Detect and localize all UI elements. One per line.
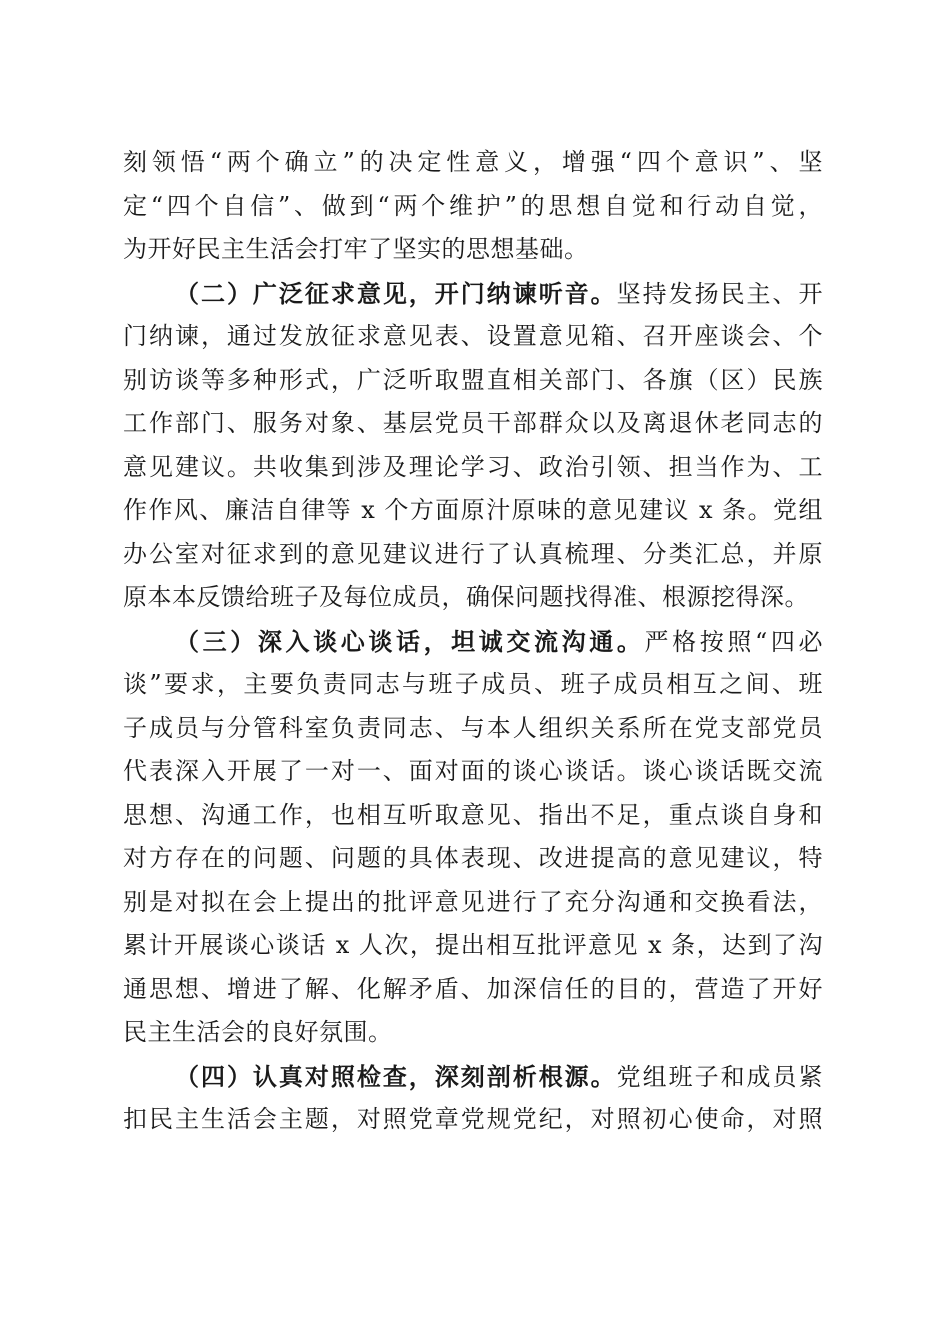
paragraph-first-line — [123, 1055, 823, 1099]
paragraph-text: 党组班子和成员紧 — [616, 1062, 824, 1091]
section-heading: （三）深入谈心谈话，坦诚交流沟通。 — [175, 626, 645, 656]
paragraph-line: 办公室对征求到的意见建议进行了认真梳理、分类汇总，并原 — [123, 539, 823, 568]
document-page — [123, 141, 823, 1142]
paragraph-line: 为开好民主生活会打牢了坚实的思想基础。 — [123, 235, 589, 263]
paragraph-line: 门纳谏，通过发放征求意见表、设置意见箱、召开座谈会、个 — [123, 322, 823, 350]
paragraph-line: 工作部门、服务对象、基层党员干部群众以及离退休老同志的 — [123, 409, 823, 437]
paragraph-line: 累计开展谈心谈话 x 人次，提出相互批评意见 x 条，达到了沟 — [123, 931, 823, 959]
paragraph-line: 别是对拟在会上提出的批评意见进行了充分沟通和交换看法， — [123, 887, 823, 916]
paragraph-line: 对方存在的问题、问题的具体表现、改进提高的意见建议，特 — [123, 844, 823, 872]
paragraph-line: 刻领悟“两个确立”的决定性意义，增强“四个意识”、坚 — [123, 148, 823, 176]
paragraph-line: 代表深入开展了一对一、面对面的谈心谈话。谈心谈话既交流 — [123, 757, 823, 785]
paragraph-line: 民主生活会的良好氛围。 — [123, 1018, 393, 1046]
paragraph-text: 坚持发扬民主、开 — [616, 279, 824, 308]
paragraph-line: 思想、沟通工作，也相互听取意见、指出不足，重点谈自身和 — [123, 800, 823, 829]
paragraph-first-line — [123, 272, 823, 316]
paragraph-text: 严格按照“四必 — [644, 627, 823, 656]
paragraph-first-line — [123, 620, 823, 664]
paragraph-line: 别访谈等多种形式，广泛听取盟直相关部门、各旗（区）民族 — [123, 365, 823, 394]
paragraph-line: 意见建议。共收集到涉及理论学习、政治引领、担当作为、工 — [123, 452, 823, 481]
paragraph-line: 子成员与分管科室负责同志、与本人组织关系所在党支部党员 — [123, 713, 823, 742]
paragraph-line: 扣民主生活会主题，对照党章党规党纪，对照初心使命，对照 — [123, 1105, 823, 1133]
paragraph-line: 作作风、廉洁自律等 x 个方面原汁原味的意见建议 x 条。党组 — [123, 496, 823, 524]
section-heading: （二）广泛征求意见，开门纳谏听音。 — [175, 278, 617, 308]
paragraph-line: 定“四个自信”、做到“两个维护”的思想自觉和行动自觉， — [123, 191, 823, 220]
paragraph-line: 谈”要求，主要负责同志与班子成员、班子成员相互之间、班 — [123, 670, 823, 698]
paragraph-3 — [123, 620, 823, 1055]
paragraph-line: 通思想、增进了解、化解矛盾、加深信任的目的，营造了开好 — [123, 974, 823, 1003]
paragraph-line: 原本本反馈给班子及每位成员，确保问题找得准、根源挖得深。 — [123, 583, 809, 611]
paragraph-4 — [123, 1055, 823, 1142]
paragraph-1 — [123, 141, 823, 272]
paragraph-2 — [123, 272, 823, 620]
section-heading: （四）认真对照检查，深刻剖析根源。 — [175, 1061, 617, 1091]
